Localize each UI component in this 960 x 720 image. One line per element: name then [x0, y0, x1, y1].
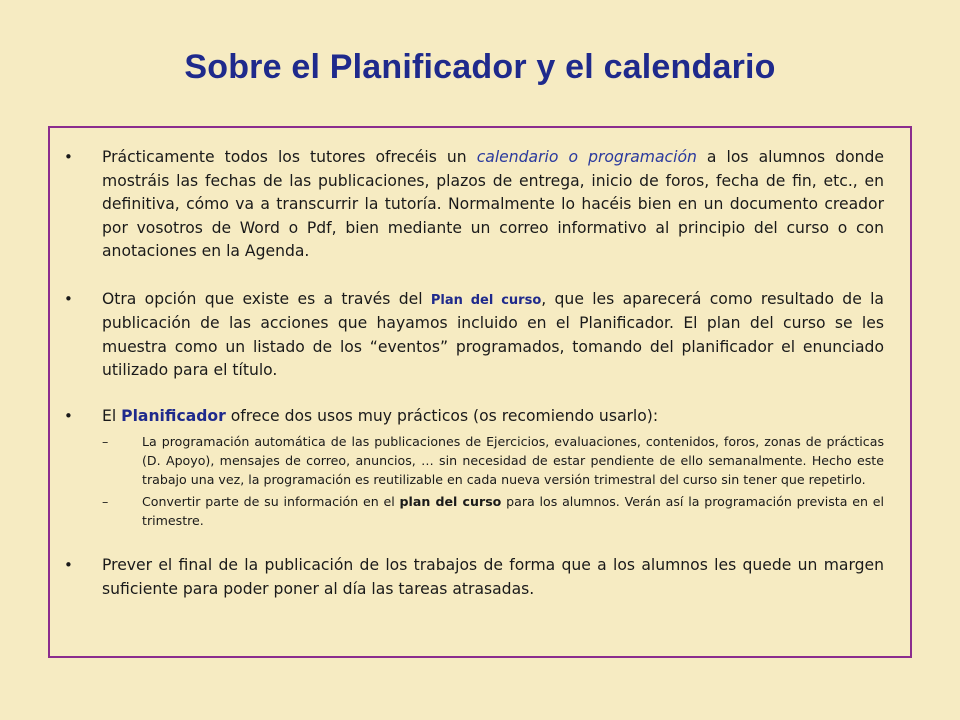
bullet-plan-del-curso: [64, 288, 884, 383]
bullet-text: Otra opción que existe es a través del: [102, 289, 431, 308]
slide-title: Sobre el Planificador y el calendario: [184, 48, 776, 86]
bullet-planificador: [64, 405, 884, 429]
sub-item-convertir-plan: [102, 492, 884, 530]
bullet-icon: •: [64, 556, 73, 574]
sub-item-text: La programación automática de las publicaciones de Ejercicios, evaluaciones, contenidos, foros, zonas de prácticas (D. Apoyo), mensajes de correo, anuncios, … sin necesidad de estar pendiente de ello semanalmente. Hecho este trabajo una vez, la programación es reutilizable en cada nueva versión trimestral del curso sin tener que repetirlo.: [142, 434, 884, 487]
sub-item-text: Convertir parte de su información en el: [142, 494, 400, 509]
highlight-programacion: programación: [588, 148, 697, 166]
bullet-text: a los alumnos donde mostráis las fechas de las publicaciones, plazos de entrega, inicio de foros, fecha de fin, etc., en definitiva, cómo va a transcurrir la tutoría. Normalmente lo hacéis bien en un documento creador por vosotros de Word o Pdf, bien mediante un correo informativo al principio del curso o con anotaciones en la Agenda.: [102, 148, 884, 260]
bullet-icon: •: [64, 148, 73, 166]
bullet-icon: •: [64, 406, 73, 425]
bullet-text: Prever el final de la publicación de los trabajos de forma que a los alumnos les quede un margen suficiente para poder poner al día las tareas atrasadas.: [102, 556, 884, 598]
bullet-text: , que les aparecerá como resultado de la publicación de las acciones que hayamos incluido en el Planificador. El plan del curso se les muestra como un listado de los “eventos” programados, tomando del planificador el enunciado utilizado para el título.: [102, 289, 884, 379]
highlight-plan-del-curso-lower: plan del curso: [399, 494, 502, 509]
dash-icon: –: [102, 434, 109, 449]
content-box: [48, 126, 912, 658]
highlight-planificador: Planificador: [121, 406, 226, 425]
sub-item-programacion-automatica: [102, 432, 884, 489]
highlight-plan-del-curso: Plan del curso: [430, 292, 542, 308]
highlight-calendario: calendario: [476, 148, 559, 166]
sub-item-text: para los alumnos. Verán así la programación prevista en el trimestre.: [142, 494, 884, 528]
bullet-icon: •: [64, 289, 73, 308]
planificador-uses-list: [64, 432, 884, 530]
bullet-text: El: [102, 406, 122, 425]
bullet-calendario: [64, 146, 884, 264]
bullet-text: Prácticamente todos los tutores ofrecéis un: [102, 148, 477, 166]
bullet-text: ofrece dos usos muy prácticos (os recomiendo usarlo):: [225, 406, 659, 425]
highlight-o: o: [558, 148, 589, 166]
bullet-prever-final: [64, 554, 884, 601]
dash-icon: –: [102, 494, 109, 509]
